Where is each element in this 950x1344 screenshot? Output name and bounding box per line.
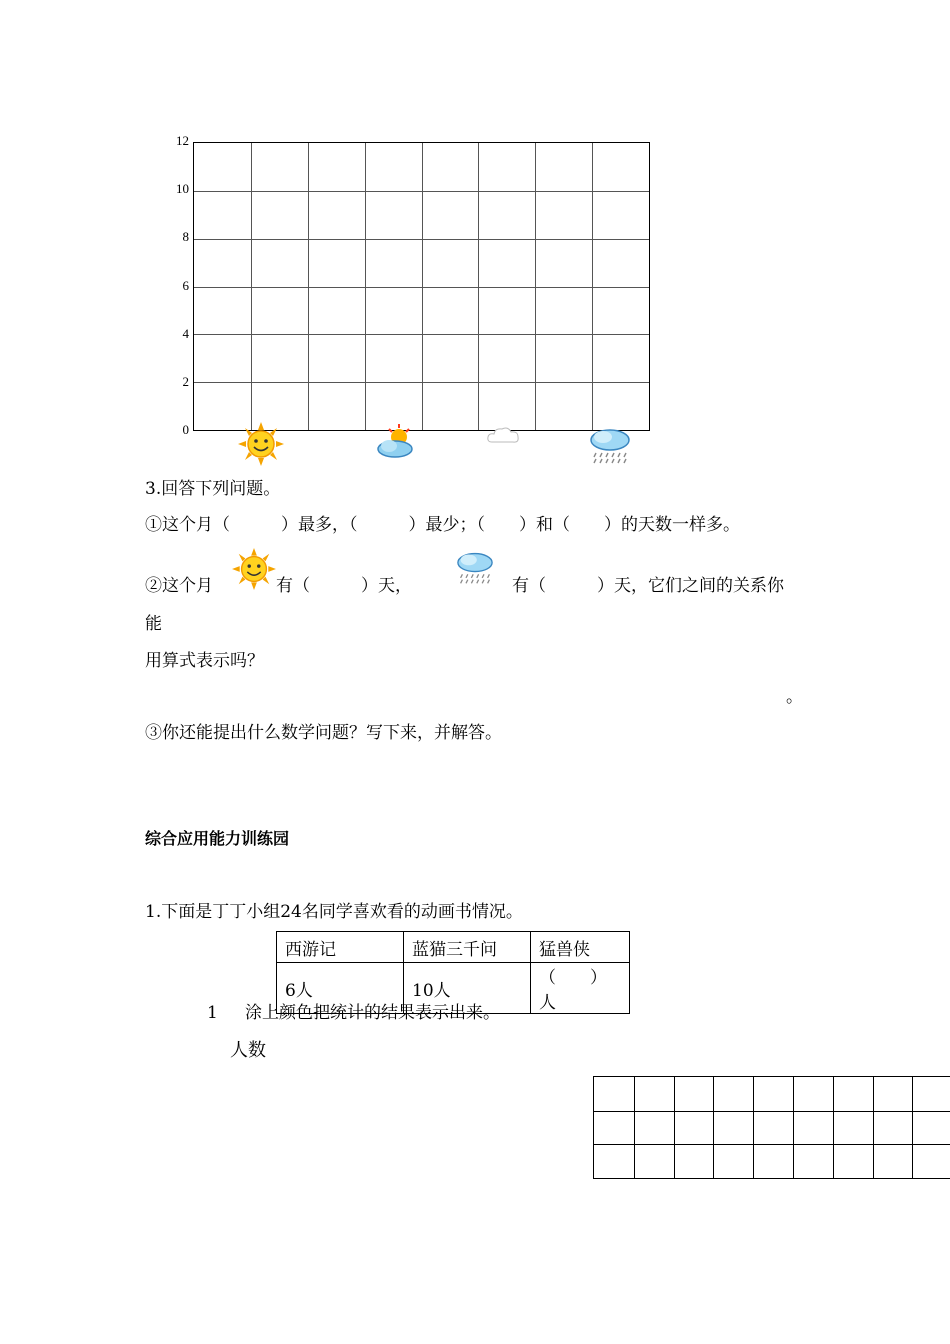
axis-label: 人数 — [230, 1040, 266, 1061]
y-tick-label: 4 — [182, 325, 189, 341]
rain-cloud-icon — [455, 550, 495, 586]
rain-cloud-icon — [588, 426, 632, 466]
sun-icon — [238, 422, 284, 466]
question-2-mid: 有（ ）天， — [276, 576, 412, 596]
table-header-cell: 蓝猫三千问 — [404, 932, 531, 963]
answer-mark: 。 — [786, 687, 803, 707]
table-value-cell: 10人 — [404, 963, 531, 1014]
section3-heading: 3.回答下列问题。 — [145, 479, 281, 499]
question-2-suffix: 有（ ）天，它们之间的关系你 — [512, 576, 784, 596]
table-value-cell: （ ）人 — [531, 963, 630, 1014]
question-1: ①这个月（ ）最多，（ ）最少；（ ）和（ ）的天数一样多。 — [145, 515, 740, 535]
question-3: ③你还能提出什么数学问题？写下来，并解答。 — [145, 723, 502, 743]
question-2-line2: 能 — [145, 614, 162, 634]
weather-chart-gridlines — [194, 143, 649, 430]
y-tick-label: 8 — [182, 229, 189, 245]
question-2-line3: 用算式表示吗？ — [145, 651, 264, 671]
training-title: 综合应用能力训练园 — [145, 829, 290, 848]
y-tick-label: 6 — [182, 277, 189, 293]
table-header-cell: 西游记 — [277, 932, 404, 963]
sun-icon — [232, 548, 276, 590]
table-value-cell: 6人 — [277, 963, 404, 1014]
coloring-grid — [593, 1076, 950, 1179]
y-tick-label: 2 — [182, 373, 189, 389]
table-header-row — [277, 932, 630, 963]
y-tick-label: 12 — [176, 133, 189, 148]
coloring-grid-lines — [594, 1077, 950, 1178]
sub-question-number: 1 — [207, 1003, 218, 1023]
question-2-prefix: ②这个月 — [145, 576, 213, 596]
sub-question-text: 涂上颜色把统计的结果表示出来。 — [245, 1003, 500, 1023]
y-tick-label: 0 — [182, 422, 189, 437]
cloud-icon — [486, 425, 520, 447]
partly-cloudy-icon — [375, 424, 415, 460]
table-header-cell: 猛兽侠 — [531, 932, 630, 963]
y-tick-label: 10 — [176, 181, 189, 197]
problem-1: 1.下面是丁丁小组24名同学喜欢看的动画书情况。 — [145, 902, 523, 922]
weather-chart-grid — [193, 142, 650, 431]
